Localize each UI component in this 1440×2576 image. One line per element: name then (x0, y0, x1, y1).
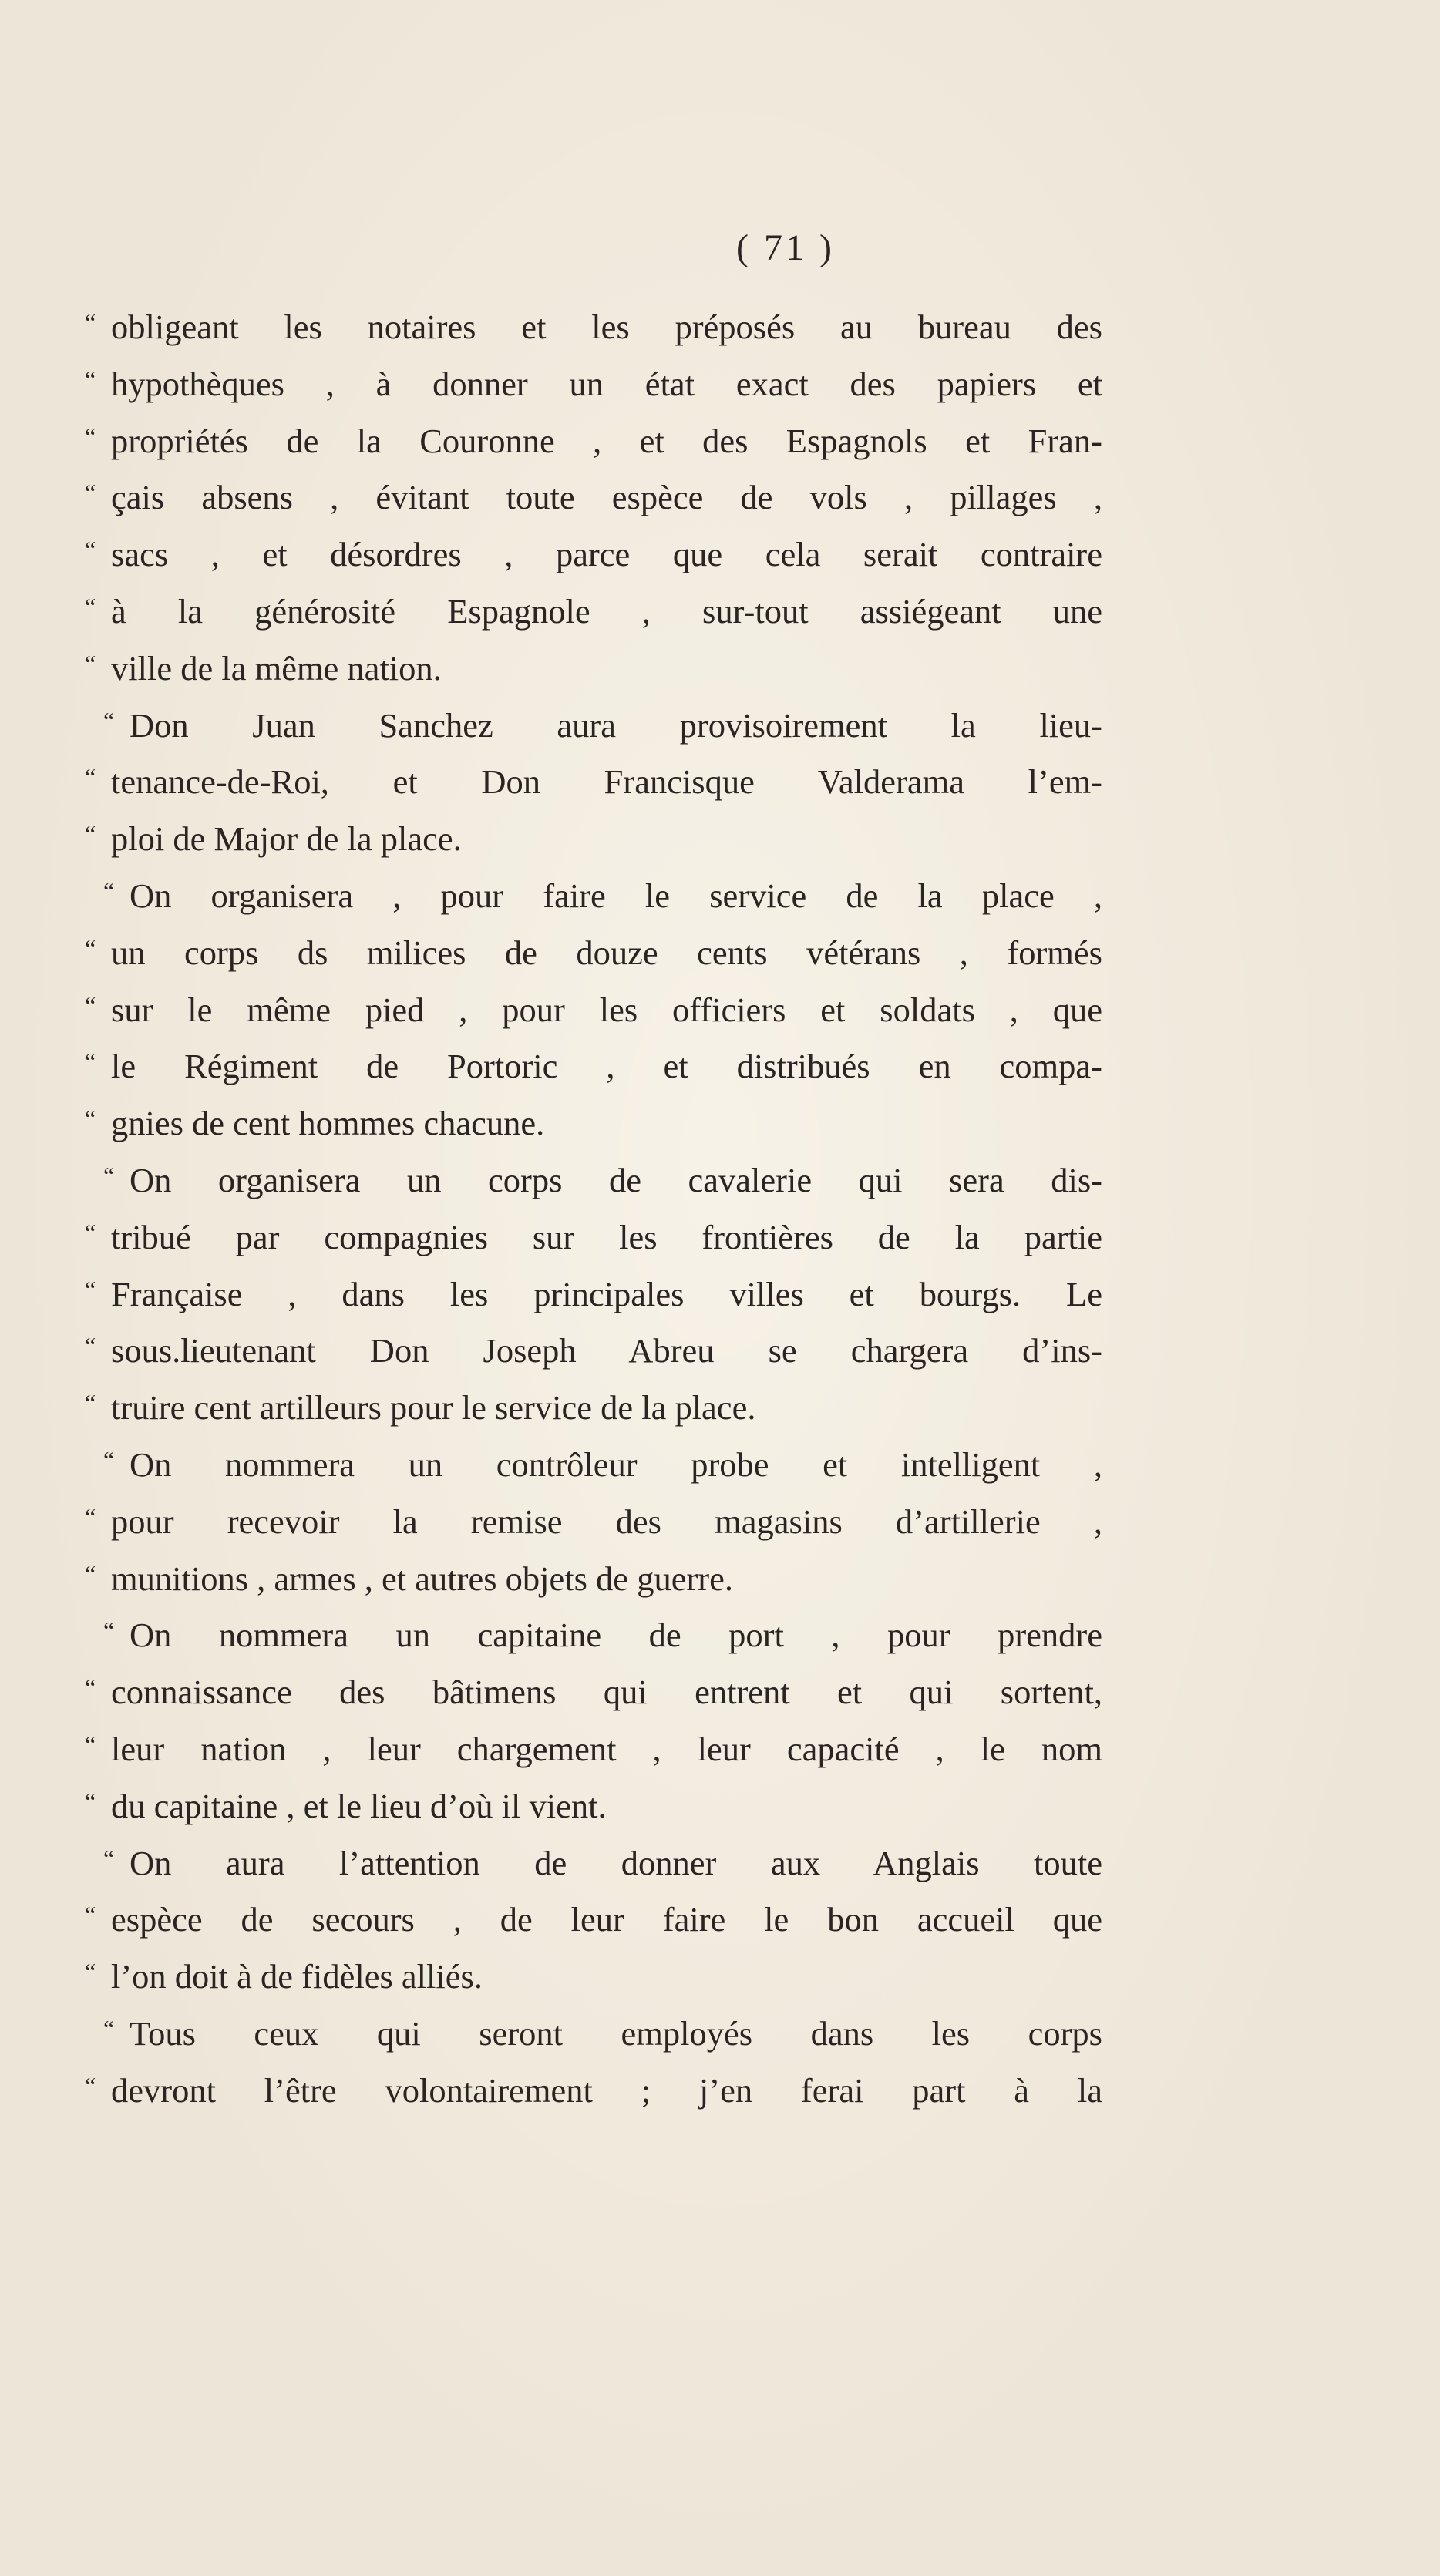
line-text: ploi de Major de la place. (111, 819, 462, 859)
quote-mark: “ (103, 1445, 115, 1474)
line-text: sous.lieutenant Don Joseph Abreu se chargera d’ins- (111, 1331, 1102, 1370)
quote-mark: “ (85, 1958, 96, 1986)
text-line (85, 1721, 1102, 1778)
line-text: On organisera un corps de cavalerie qui sera dis- (130, 1160, 1102, 1199)
text-line (85, 1380, 1102, 1437)
line-text: pour recevoir la remise des magasins d’artillerie , (111, 1502, 1102, 1541)
text-line (85, 925, 1102, 982)
line-text: du capitaine , et le lieu d’où il vient. (111, 1786, 607, 1825)
line-text: gnies de cent hommes chacune. (111, 1104, 545, 1143)
quote-mark: “ (103, 1616, 115, 1645)
text-line (85, 299, 1102, 356)
text-line (85, 811, 1102, 868)
text-line (85, 1949, 1102, 2006)
line-text: truire cent artilleurs pour le service de la place. (111, 1388, 756, 1428)
page-number: ( 71 ) (736, 227, 835, 268)
quote-mark: “ (85, 1048, 96, 1076)
quote-mark: “ (103, 706, 115, 735)
line-text: propriétés de la Couronne , et des Espagnols et Fran- (111, 421, 1102, 460)
text-line (85, 641, 1102, 698)
quote-mark: “ (85, 422, 96, 450)
text-line (85, 2006, 1102, 2063)
text-line (85, 1607, 1102, 1664)
quote-mark: “ (85, 763, 96, 792)
quote-mark: “ (85, 2071, 96, 2100)
quote-mark: “ (85, 1218, 96, 1246)
line-text: connaissance des bâtimens qui entrent et qui sortent, (111, 1673, 1102, 1712)
quote-mark: “ (85, 649, 96, 678)
line-text: Tous ceux qui seront employés dans les corps (130, 2013, 1102, 2053)
quote-mark: “ (103, 1161, 115, 1189)
text-line (85, 1095, 1102, 1152)
quote-mark: “ (85, 1559, 96, 1588)
line-text: leur nation , leur chargement , leur capacité , le nom (111, 1729, 1102, 1768)
text-line (85, 1494, 1102, 1551)
quote-mark: “ (85, 1787, 96, 1815)
line-text: tenance-de-Roi, et Don Francisque Valderama l’em- (111, 762, 1102, 802)
line-text: obligeant les notaires et les préposés au bureau des (111, 308, 1102, 346)
quote-mark: “ (85, 536, 96, 564)
quote-mark: “ (85, 1275, 96, 1303)
text-line (85, 1892, 1102, 1949)
line-text: devront l’être volontairement ; j’en ferai part à la (111, 2070, 1102, 2110)
line-text: tribué par compagnies sur les frontières de la partie (111, 1217, 1102, 1256)
quote-mark: “ (85, 1673, 96, 1702)
quote-mark: “ (85, 1901, 96, 1929)
text-line (85, 1323, 1102, 1380)
line-text: On nommera un capitaine de port , pour prendre (130, 1616, 1102, 1655)
quote-mark: “ (85, 1105, 96, 1133)
text-line (85, 1551, 1102, 1608)
quote-mark: “ (85, 990, 96, 1019)
quote-mark: “ (85, 592, 96, 620)
quote-mark: “ (103, 1844, 115, 1872)
quote-mark: “ (85, 308, 96, 336)
line-text: Française , dans les principales villes et bourgs. Le (111, 1274, 1102, 1313)
text-line (85, 1152, 1102, 1209)
text-line (85, 982, 1102, 1039)
text-line (85, 413, 1102, 470)
body-text (85, 299, 1102, 2120)
text-line (85, 356, 1102, 413)
text-line (85, 1835, 1102, 1892)
text-line (85, 526, 1102, 583)
line-text: un corps ds milices de douze cents vétérans , formés (111, 933, 1102, 972)
line-text: l’on doit à de fidèles alliés. (111, 1957, 483, 1996)
text-line (85, 583, 1102, 641)
text-line (85, 698, 1102, 755)
text-line (85, 1664, 1102, 1721)
line-text: ville de la même nation. (111, 648, 442, 688)
line-text: On nommera un contrôleur probe et intelligent , (130, 1444, 1102, 1484)
line-text: espèce de secours , de leur faire le bon accueil que (111, 1900, 1102, 1939)
line-text: On organisera , pour faire le service de la place , (130, 876, 1102, 915)
line-text: munitions , armes , et autres objets de guerre. (111, 1559, 733, 1598)
line-text: On aura l’attention de donner aux Anglais toute (130, 1843, 1102, 1882)
text-line (85, 1437, 1102, 1494)
quote-mark: “ (85, 1389, 96, 1417)
line-text: sacs , et désordres , parce que cela serait contraire (111, 535, 1102, 574)
page-number-header (0, 225, 1440, 271)
text-line (85, 1209, 1102, 1266)
quote-mark: “ (103, 876, 115, 905)
line-text: le Régiment de Portoric , et distribués en compa- (111, 1047, 1102, 1086)
text-line (85, 1038, 1102, 1095)
line-text: çais absens , évitant toute espèce de vols , pillages , (111, 478, 1102, 517)
text-line (85, 469, 1102, 526)
quote-mark: “ (85, 1332, 96, 1360)
quote-mark: “ (85, 365, 96, 393)
quote-mark: “ (85, 933, 96, 962)
quote-mark: “ (85, 1730, 96, 1758)
text-line (85, 2063, 1102, 2120)
line-text: Don Juan Sanchez aura provisoirement la lieu- (130, 705, 1102, 745)
line-text: à la générosité Espagnole , sur-tout assiégeant une (111, 591, 1102, 631)
text-line (85, 754, 1102, 811)
quote-mark: “ (85, 479, 96, 507)
line-text: hypothèques , à donner un état exact des papiers et (111, 364, 1102, 403)
quote-mark: “ (103, 2014, 115, 2043)
text-line (85, 868, 1102, 925)
text-line (85, 1266, 1102, 1323)
line-text: sur le même pied , pour les officiers et soldats , que (111, 990, 1102, 1029)
text-line (85, 1778, 1102, 1835)
quote-mark: “ (85, 820, 96, 849)
quote-mark: “ (85, 1502, 96, 1531)
